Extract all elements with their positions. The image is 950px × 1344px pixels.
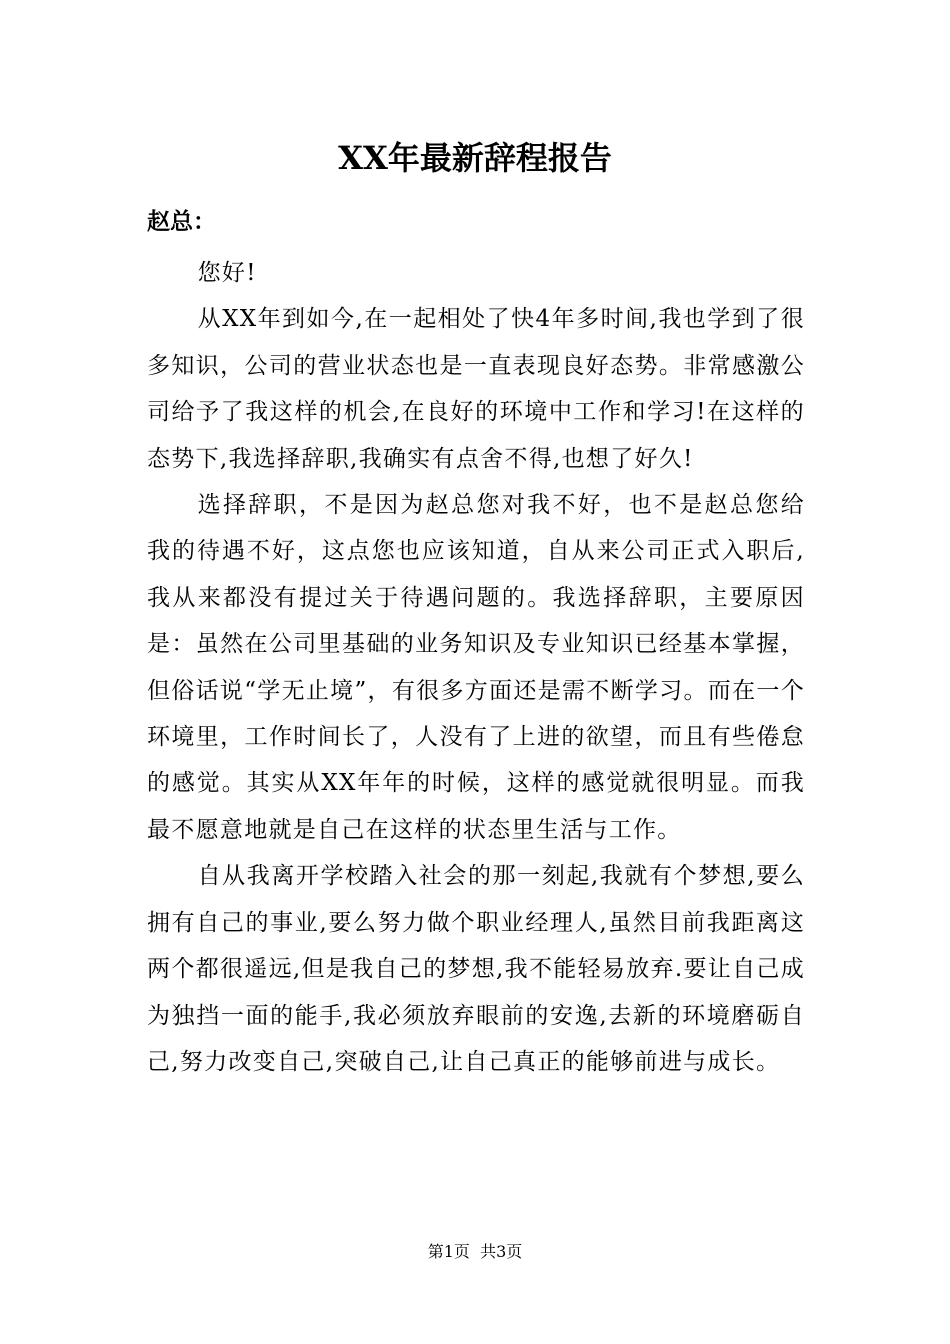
document-title: XX年最新辞程报告 (338, 139, 612, 177)
paragraph-reasons: 选择辞职，不是因为赵总您对我不好，也不是赵总您给我的待遇不好，这点您也应该知道，自从来公司正式入职后,我从来都没有提过关于待遇问题的。我选择辞职，主要原因是：虽然在公司里基础的业务知识及专业知识已经基本掌握，但俗话说“学无止境”，有很多方面还是需不断学习。而在一个环境里，工作时间长了，人没有了上进的欲望，而且有些倦怠的感觉。其实从XX年年的时候，这样的感觉就很明显。而我最不愿意地就是自己在这样的状态里生活与工作。 (147, 492, 805, 843)
paragraph-greeting: 您好! (197, 260, 257, 286)
document-body (147, 250, 805, 1085)
paragraph-dream: 自从我离开学校踏入社会的那一刻起,我就有个梦想,要么拥有自己的事业,要么努力做个职业经理人,虽然目前我距离这两个都很遥远,但是我自己的梦想,我不能轻易放弃.要让自己成为独挡一面的能手,我必须放弃眼前的安逸,去新的环境磨砺自己,努力改变自己,突破自己,让自己真正的能够前进与成长。 (147, 863, 805, 1075)
page-footer: 第1页 共3页 (427, 1242, 523, 1261)
salutation: 赵总： (147, 208, 216, 235)
paragraph-gratitude: 从XX年到如今,在一起相处了快4年多时间,我也学到了很多知识，公司的营业状态也是一直表现良好态势。非常感激公司给予了我这样的机会,在良好的环境中工作和学习!在这样的态势下,我选择辞职,我确实有点舍不得,也想了好久! (147, 306, 805, 472)
